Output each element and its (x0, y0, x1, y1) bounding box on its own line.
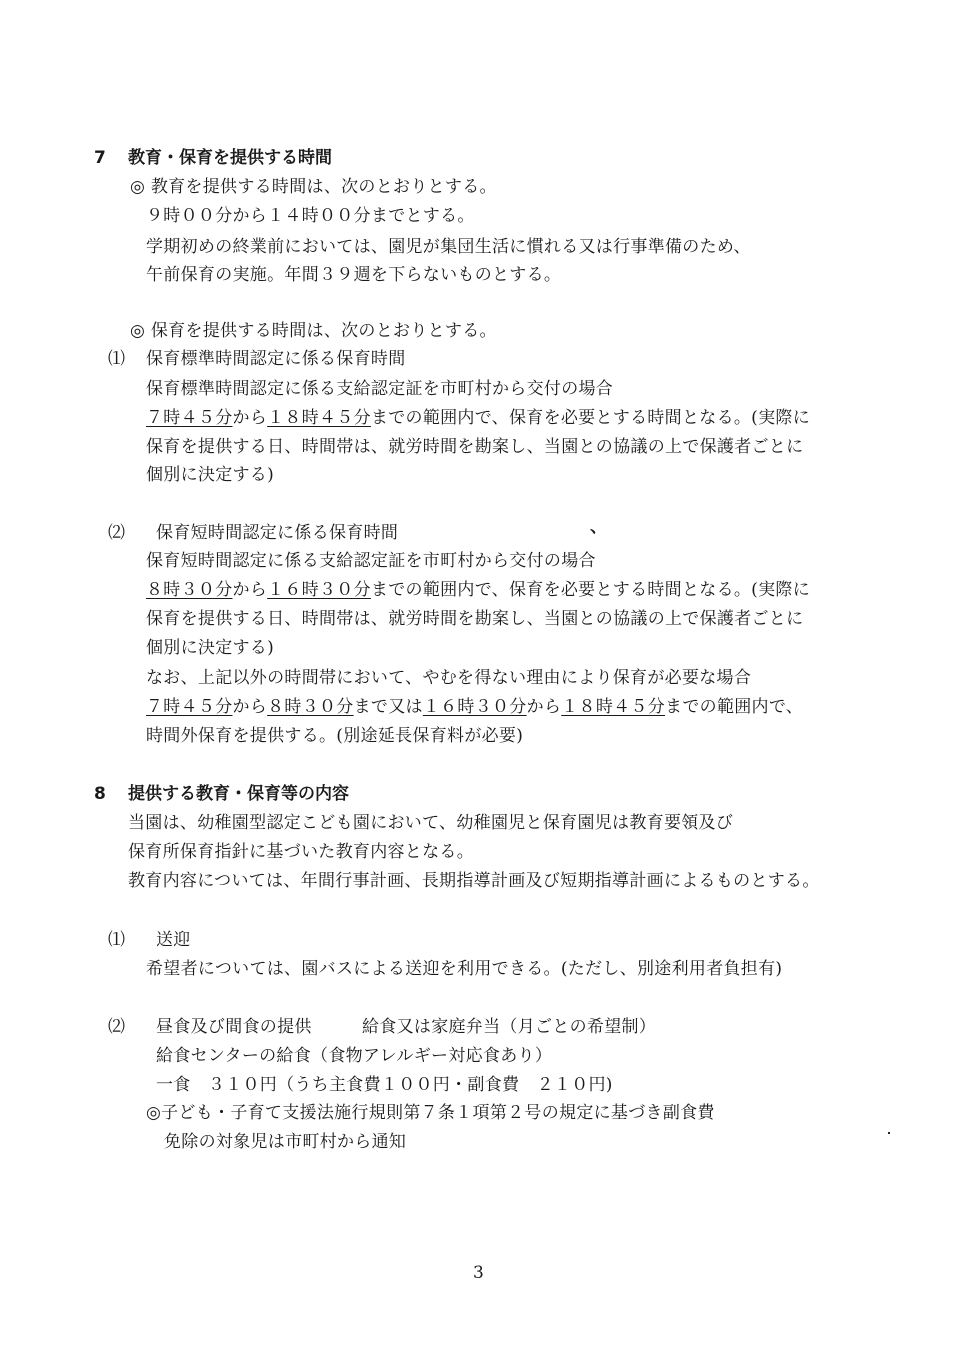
item-8-2-line2: 一食 ３１０円（うち主食費１００円・副食費 ２１０円) (156, 1075, 613, 1095)
item-7-2-line3: 保育を提供する日、時間帯は、就労時間を勘案し、当園との協議の上で保護者ごとに (146, 609, 804, 629)
extended-time-2: ８時３０分 (267, 697, 354, 717)
education-time: ９時００分から１４時００分までとする。 (146, 206, 475, 226)
item-8-2-title: 昼食及び間食の提供 (156, 1017, 312, 1037)
item-8-1-title: 送迎 (156, 930, 191, 950)
item-8-2-line4: 免除の対象児は市町村から通知 (164, 1132, 407, 1152)
section-8-number: 8 (94, 784, 106, 804)
scan-speck (888, 1132, 890, 1134)
item-7-2-line4: 個別に決定する) (146, 638, 275, 658)
page-number: 3 (473, 1263, 484, 1283)
section-8-line1: 当園は、幼稚園型認定こども園において、幼稚園児と保育園児は教育要領及び (128, 813, 734, 833)
item-7-2-line5: なお、上記以外の時間帯において、やむを得ない理由により保育が必要な場合 (146, 668, 752, 688)
education-note-line1: 学期初めの終業前においては、園児が集団生活に慣れる又は行事準備のため、 (146, 237, 751, 257)
standard-start-time: ７時４５分 (146, 408, 233, 428)
extended-time-4: １８時４５分 (561, 697, 666, 717)
education-note-line2: 午前保育の実施。年間３９週を下らないものとする。 (146, 265, 562, 285)
item-7-1-title: 保育標準時間認定に係る保育時間 (146, 349, 406, 369)
item-8-1-line1: 希望者については、園バスによる送迎を利用できる。(ただし、別途利用者負担有) (146, 959, 783, 979)
standard-end-time: １８時４５分 (267, 408, 371, 428)
item-7-2-line1: 保育短時間認定に係る支給認定証を市町村から交付の場合 (146, 551, 596, 571)
section-7-number: 7 (94, 148, 106, 168)
extended-time-3: １６時３０分 (422, 697, 527, 717)
education-intro: ◎ 教育を提供する時間は、次のとおりとする。 (130, 177, 497, 197)
extended-time-1: ７時４５分 (146, 697, 233, 717)
item-7-1-line3: 保育を提供する日、時間帯は、就労時間を勘案し、当園との協議の上で保護者ごとに (146, 437, 804, 457)
item-8-2-label: ⑵ (108, 1017, 126, 1037)
section-8-line2: 保育所保育指針に基づいた教育内容となる。 (128, 842, 474, 862)
item-7-2-line2: ８時３０分から１６時３０分までの範囲内で、保育を必要とする時間となる。(実際に (146, 580, 811, 600)
short-start-time: ８時３０分 (146, 580, 233, 600)
item-7-2-line6: ７時４５分から８時３０分まで又は１６時３０分から１８時４５分までの範囲内で、 (146, 697, 804, 717)
care-intro: ◎ 保育を提供する時間は、次のとおりとする。 (130, 321, 497, 341)
section-8-line3: 教育内容については、年間行事計画、長期指導計画及び短期指導計画によるものとする。 (128, 871, 820, 891)
item-8-2-line1: 給食センターの給食（食物アレルギー対応食あり） (156, 1046, 553, 1066)
item-8-1-label: ⑴ (108, 930, 126, 950)
item-7-1-line1: 保育標準時間認定に係る支給認定証を市町村から交付の場合 (146, 379, 614, 399)
item-7-2-label: ⑵ (108, 523, 126, 543)
section-7-title: 教育・保育を提供する時間 (128, 148, 332, 168)
section-8-title: 提供する教育・保育等の内容 (128, 784, 349, 804)
item-8-2-line3: ◎子ども・子育て支援法施行規則第７条１項第２号の規定に基づき副食費 (146, 1103, 715, 1123)
short-end-time: １６時３０分 (267, 580, 371, 600)
item-7-1-label: ⑴ (108, 349, 126, 369)
item-8-2-title-tail: 給食又は家庭弁当（月ごとの希望制） (362, 1017, 657, 1037)
stray-mark: 、 (590, 517, 608, 537)
item-7-2-title: 保育短時間認定に係る保育時間 (156, 523, 399, 543)
item-7-1-line4: 個別に決定する) (146, 465, 275, 485)
item-7-1-line2: ７時４５分から１８時４５分までの範囲内で、保育を必要とする時間となる。(実際に (146, 408, 811, 428)
item-7-2-line7: 時間外保育を提供する。(別途延長保育料が必要) (146, 726, 524, 746)
